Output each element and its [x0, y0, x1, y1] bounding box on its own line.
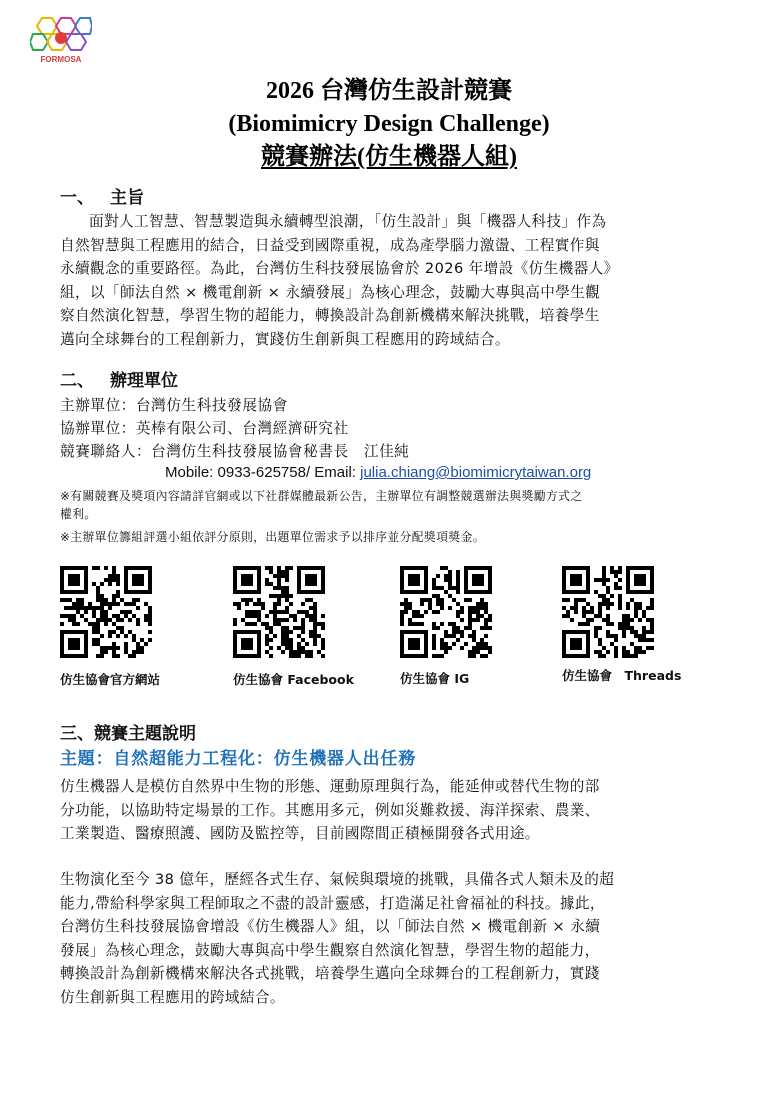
section-1-heading: [60, 187, 144, 209]
formosa-logo: [30, 14, 92, 72]
qr-label-threads: 仿生協會 Threads: [562, 668, 682, 683]
qr-label-instagram: 仿生協會 IG: [400, 671, 470, 686]
paragraph-line: 轉換設計為創新機構來解決各式挑戰，培養學生邁向全球舞台的工程創新力，實踐: [60, 965, 600, 983]
paragraph-line: 分功能，以協助特定場景的工作。其應用多元，例如災難救援、海洋探索、農業、: [60, 801, 600, 819]
section-1-paragraph: [60, 210, 720, 352]
paragraph-line: 生物演化至今 38 億年，歷經各式生存、氣候與環境的挑戰，具備各式人類未及的超: [60, 871, 615, 888]
note-line: ※有關競賽及獎項內容請詳官網或以下社群媒體最新公告，主辦單位有調整競選辦法與獎勵方式之: [60, 489, 583, 503]
section-2-heading: [60, 370, 178, 392]
paragraph-line: 察自然演化智慧，學習生物的超能力，轉換設計為創新機構來解決挑戰，培養學生: [60, 307, 600, 325]
contact-person: 競賽聯絡人：台灣仿生科技發展協會秘書長 江佳純: [60, 443, 410, 460]
paragraph-line: 組，以「師法自然 × 機電創新 × 永續發展」為核心理念，鼓勵大專與高中學生觀: [60, 283, 601, 301]
email-link[interactable]: julia.chiang@biomimicrytaiwan.org: [360, 464, 592, 481]
section-3-number: 三、: [60, 724, 94, 744]
paragraph-line: 面對人工智慧、智慧製造與永續轉型浪潮，「仿生設計」與「機器人科技」作為: [89, 213, 607, 230]
qr-label-website: 仿生協會官方網站: [60, 672, 161, 687]
qr-code-website[interactable]: [60, 566, 152, 658]
title-line-2: (Biomimicry Design Challenge): [228, 111, 550, 137]
host-organizer: 主辦單位：台灣仿生科技發展協會: [60, 397, 288, 414]
section-1-number: 一、: [60, 188, 94, 208]
note-line: ※主辦單位籌組評選小組依評分原則，出題單位需求予以排序並分配獎項獎金。: [60, 530, 485, 544]
section-2-title: 辦理單位: [110, 371, 178, 391]
mobile-number: Mobile: 0933-625758/ Email:: [165, 464, 361, 481]
section-3-heading: [60, 723, 196, 745]
paragraph-line: 邁向全球舞台的工程創新力，實踐仿生創新與工程應用的跨域結合。: [60, 330, 510, 348]
title-line-1: 2026 台灣仿生設計競賽: [266, 78, 512, 104]
paragraph-line: 工業製造、醫療照護、國防及監控等，目前國際間正積極開發各式用途。: [60, 825, 540, 843]
paragraph-line: 仿生機器人是模仿自然界中生物的形態、運動原理與行為，能延伸或替代生物的部: [60, 778, 600, 795]
paragraph-line: 發展」為核心理念，鼓勵大專與高中學生觀察自然演化智慧，學習生物的超能力，: [60, 941, 600, 959]
qr-label-facebook: 仿生協會 Facebook: [233, 672, 354, 687]
svg-text:FORMOSA: FORMOSA: [40, 55, 82, 64]
contact-details: [165, 463, 591, 483]
section-3-paragraph-2: [60, 868, 720, 1010]
paragraph-line: 仿生創新與工程應用的跨域結合。: [60, 988, 285, 1006]
section-3-paragraph-1: [60, 775, 720, 846]
qr-code-facebook[interactable]: [233, 566, 325, 658]
qr-code-instagram[interactable]: [400, 566, 492, 658]
theme-title: 主題：自然超能力工程化：仿生機器人出任務: [60, 749, 416, 769]
paragraph-line: 能力,帶給科學家與工程師取之不盡的設計靈感，打造滿足社會福祉的科技。據此，: [60, 894, 605, 912]
paragraph-line: 台灣仿生科技發展協會增設《仿生機器人》組，以「師法自然 × 機電創新 × 永續: [60, 918, 601, 936]
section-2-number: 二、: [60, 371, 94, 391]
title-line-3: 競賽辦法(仿生機器人組): [261, 144, 517, 170]
co-organizer: 協辦單位：英棒有限公司、台灣經濟研究社: [60, 420, 349, 437]
section-1-title: 主旨: [110, 188, 144, 208]
section-3-title: 競賽主題說明: [94, 724, 196, 744]
paragraph-line: 自然智慧與工程應用的結合，日益受到國際重視，成為產學腦力激盪、工程實作與: [60, 236, 600, 254]
note-line: 權利。: [60, 507, 97, 521]
paragraph-line: 永續觀念的重要路徑。為此，台灣仿生科技發展協會於 2026 年增設《仿生機器人》: [60, 260, 619, 278]
qr-code-threads[interactable]: [562, 566, 654, 658]
